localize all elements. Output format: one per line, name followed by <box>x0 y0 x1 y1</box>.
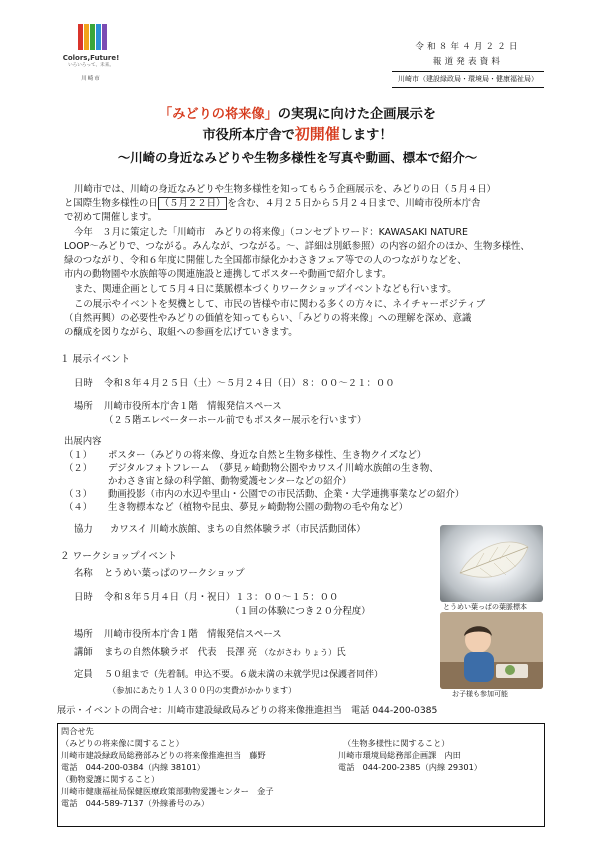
exhibit-item-1: ポスター（みどりの将来像、身近な自然と生物多様性、生き物クイズなど） <box>108 450 427 461</box>
title-line1-rest: の実現に向けた企画展示を <box>277 107 436 122</box>
event-inquiry: 展示・イベントの問合せ：川崎市建設緑政局みどりの将来像推進担当 電話 044-200-0385 <box>57 705 438 716</box>
workshop-date-value: 令和８年５月４日（月・祝日）１３：００～１５：００ <box>104 592 339 603</box>
exhibit-item-2-cont: かわさき宙と緑の科学館、動物愛護センターなどの紹介） <box>108 476 352 487</box>
exhibit-place-label: 場所 <box>74 401 93 412</box>
intro-p2-l2: LOOP～みどりで、つながる。みんなが、つながる。～、詳細は別紙参照）の内容の紹介のほか、生物多様性、 <box>64 241 530 252</box>
leaf-skeleton-photo <box>440 525 543 602</box>
title-line2-post: します！ <box>339 128 393 143</box>
intro-p2-l1: 今年 ３月に策定した「川崎市 みどりの将来像」（コンセプトワード：KAWASAKI NATURE <box>74 227 468 238</box>
logo-bar-orange <box>84 24 89 50</box>
workshop-capacity-note: （参加にあたり１人３００円の実費がかかります） <box>108 685 297 695</box>
exhibit-item-2-num: （２） <box>64 463 93 474</box>
exhibit-date-label: 日時 <box>74 378 93 389</box>
contacts-heading: 問合せ先 <box>61 726 94 736</box>
contact-b-tel: 電話 044-200-2385（内線 29301） <box>338 762 482 772</box>
intro-p4-l3: の醸成を図りながら、取組への参画を広げていきます。 <box>64 327 298 338</box>
exhibit-item-2: デジタルフォトフレーム （夢見ヶ崎動物公園やカワスイ川崎水族館の生き物、 <box>108 463 439 474</box>
workshop-lecturer <box>104 647 346 660</box>
contact-a-org: 川崎市建設緑政局総務部みどりの将来像推進担当 藤野 <box>61 750 266 760</box>
leaf-icon <box>440 525 543 602</box>
exhibit-item-4-num: （４） <box>64 502 93 513</box>
logo-bar-green <box>90 24 95 50</box>
workshop-date-note: （１回の体験につき２０分程度） <box>230 606 371 617</box>
workshop-capacity-label: 定員 <box>74 669 93 680</box>
exhibit-item-4: 生き物標本など（植物や昆虫、夢見ヶ崎動物公園の動物の毛や角など） <box>108 502 409 513</box>
child-workshop-photo <box>440 612 543 689</box>
workshop-lecturer-suffix: 氏 <box>336 647 346 658</box>
title-line2-pre: 市役所本庁舎で <box>202 128 295 143</box>
title-highlight: みどりの将来像 <box>172 107 265 122</box>
intro-p2-l3: 緑のつながり、令和６年度に開催した全国都市緑化かわさきフェア等での人のつながりなどを、 <box>64 255 467 266</box>
logo-city: 川崎市 <box>81 75 101 82</box>
contact-a-head: （みどりの将来像に関すること） <box>61 738 184 748</box>
exhibit-coop-label: 協力 <box>74 524 93 535</box>
exhibit-place-note: （２５階エレベーターホール前でもポスター展示を行います） <box>104 415 367 426</box>
logo-bar-blue <box>96 24 101 50</box>
exhibit-place-value: 川崎市役所本庁舎１階 情報発信スペース <box>104 401 282 412</box>
workshop-capacity-value: ５０組まで（先着制。申込不要。６歳未満の未就学児は保護者同伴） <box>104 670 384 680</box>
intro-p1-l1: 川崎市では、川崎の身近なみどりや生物多様性を知ってもらう企画展示を、みどりの日（５月４日） <box>74 184 496 195</box>
intro-p4-l2: （自然再興）の必要性やみどりの価値を知ってもらい、「みどりの将来像」への理解を深め、意識 <box>64 313 472 324</box>
exhibit-heading: １ 展示イベント <box>60 354 131 365</box>
intro-p4-l1: この展示やイベントを契機として、市民の皆様や市に関わる多くの方々に、ネイチャーポジティブ <box>74 299 486 310</box>
child-figure-icon <box>440 612 543 689</box>
subtitle: ～川崎の身近なみどりや生物多様性を写真や動画、標本で紹介～ <box>117 150 478 165</box>
workshop-lecturer-reading: （ながさわ りょう） <box>260 647 337 657</box>
photo1-caption: とうめい葉っぱの葉脈標本 <box>443 603 527 611</box>
exhibit-contents-label: 出展内容 <box>64 436 102 447</box>
contact-c-org: 川崎市健康福祉局保健医療政策部動物愛護センター 金子 <box>61 786 274 796</box>
workshop-lecturer-value: まちの自然体験ラボ 代表 長澤 <box>104 647 245 658</box>
intro-p1-l2-post: を含む、４月２５日から５月２４日まで、川崎市役所本庁舎 <box>227 198 481 209</box>
workshop-heading: ２ ワークショップイベント <box>60 551 178 562</box>
logo-bars-icon <box>78 24 122 52</box>
intro-p3-l1: また、関連企画として５月４日に葉脈標本づくりワークショップイベントなども行います。 <box>74 284 457 295</box>
contact-c-tel: 電話 044-589-7137（外線番号のみ） <box>61 798 210 808</box>
exhibit-item-3: 動画投影（市内の水辺や里山・公園での市民活動、企業・大学連携事業などの紹介） <box>108 489 465 500</box>
workshop-lecturer-label: 講師 <box>74 647 93 658</box>
title-line-1 <box>0 106 595 124</box>
exhibit-item-3-num: （３） <box>64 489 93 500</box>
logo-tagline: いろいろって、未来。 <box>68 63 114 69</box>
release-info <box>392 40 544 88</box>
title-line2-em: 初開催 <box>294 125 340 143</box>
exhibit-date-value: 令和８年４月２５日（土）～５月２４日（日）８：００～２１：００ <box>104 378 395 389</box>
intro-p1-l2 <box>64 198 480 211</box>
contact-a-tel: 電話 044-200-0384（内線 38101） <box>61 762 205 772</box>
workshop-name-value: とうめい葉っぱのワークショップ <box>104 568 245 579</box>
city-logo <box>60 24 122 83</box>
workshop-name-label: 名称 <box>74 568 93 579</box>
workshop-place-value: 川崎市役所本庁舎１階 情報発信スペース <box>104 629 282 640</box>
contact-b-head: （生物多様性に関すること） <box>343 738 450 748</box>
release-date: 令和８年４月２２日 <box>415 42 521 52</box>
workshop-place-label: 場所 <box>74 629 93 640</box>
intro-p1-l2-box: （５月２２日） <box>159 198 226 209</box>
exhibit-coop-value: カワスイ 川崎水族館、まちの自然体験ラボ（市民活動団体） <box>110 524 366 535</box>
title-line-2 <box>0 124 595 145</box>
photo2-caption: お子様も参加可能 <box>452 690 508 698</box>
logo-brand: Colors,Future! <box>62 54 120 62</box>
intro-p1-l3: で初めて開催します。 <box>64 212 157 223</box>
title-quote-open: 「 <box>159 107 173 122</box>
intro-p2-l4: 市内の動物園や水族館等の関連施設と連携してポスターや動画で紹介します。 <box>64 269 392 280</box>
workshop-date-label: 日時 <box>74 592 93 603</box>
logo-bar-purple <box>102 24 107 50</box>
workshop-lecturer-name: 亮 <box>247 647 258 658</box>
logo-bar-red <box>78 24 83 50</box>
contact-b-org: 川崎市環境局総務部企画課 内田 <box>338 750 461 760</box>
contact-c-head: （動物愛護に関すること） <box>61 774 160 784</box>
intro-p1-l2-pre: と国際生物多様性の日 <box>64 198 158 209</box>
release-type: 報道発表資料 <box>392 55 544 71</box>
title-quote-close: 」 <box>264 107 278 122</box>
release-dept: 川崎市（建設緑政局・環境局・健康福祉局） <box>392 72 544 88</box>
exhibit-item-1-num: （１） <box>64 450 93 461</box>
